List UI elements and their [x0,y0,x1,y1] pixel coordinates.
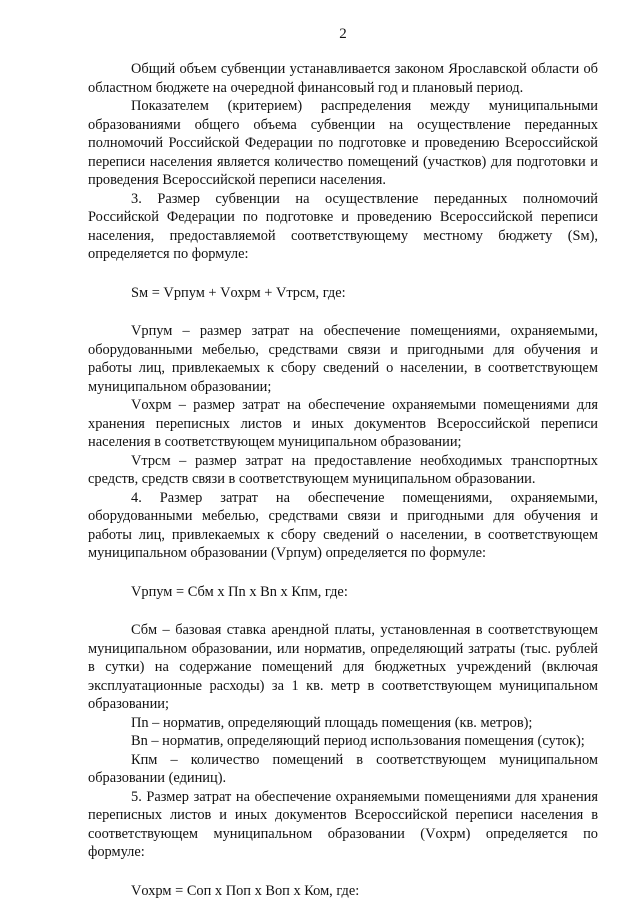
spacer [88,302,598,322]
page-number: 2 [339,26,347,42]
spacer [88,862,598,882]
definition-pn: Пn – норматив, определяющий площадь помещения (кв. метров); [131,714,533,731]
definition-sb: Сбм – базовая ставка арендной платы, установленная в соответствующем муниципальном образовании, или норматив, определяющий затраты (тыс. рублей в сутки) на содержание помещений для бюджетных учреждений (включая эксплуатационные расходы) за 1 кв. метр в соответствующем муниципальном образовании; [88,622,598,712]
spacer [88,601,598,621]
definition-vtrs: Vтрсм – размер затрат на предоставление необходимых транспортных средств, средств связи в соответствующем муниципальном образовании. [88,452,598,487]
paragraph-item-3: 3. Размер субвенции на осуществление переданных полномочий Российской Федерации по подготовке и проведению Всероссийской переписи населения, предоставляемой соответствующему местному бюджету (Sм), определяется по формуле: [88,190,598,262]
paragraph-item-5: 5. Размер затрат на обеспечение охраняемыми помещениями для хранения переписных листов и иных документов Всероссийской переписи населения в соответствующем муниципальном образовании (Vохрм) определяется по формуле: [88,788,598,860]
definition-kp: Кпм – количество помещений в соответствующем муниципальном образовании (единиц). [88,751,598,786]
formula-vohr: Vохрм = Соп х Поп х Воп х Ком, где: [131,882,360,899]
spacer [88,563,598,583]
spacer [88,264,598,284]
definition-vohr: Vохрм – размер затрат на обеспечение охраняемыми помещениями для хранения переписных листов и иных документов Всероссийской переписи населения в соответствующем муниципальном образовании; [88,397,598,450]
document-page [88,24,598,900]
paragraph-distribution-criterion: Показателем (критерием) распределения между муниципальными образованиями общего объема субвенции на осуществление переданных полномочий Российской Федерации по подготовке и проведению Всероссийской переписи населения является количество помещений (участков) для подготовки и проведения Всероссийской переписи населения. [88,98,598,188]
definition-vn: Вn – норматив, определяющий период использования помещения (суток); [131,733,585,749]
paragraph-subvention-total: Общий объем субвенции устанавливается законом Ярославской области об областном бюджете на очередной финансовый год и плановый период. [88,61,598,96]
formula-sm: Sм = Vрпум + Vохрм + Vтрсм, где: [131,284,346,301]
definition-vrpu: Vрпум – размер затрат на обеспечение помещениями, охраняемыми, оборудованными мебелью, средствами связи и пригодными для обучения и работы лиц, привлекаемых к сбору сведений о населении, в соответствующем муниципальном образовании; [88,323,598,395]
paragraph-item-4: 4. Размер затрат на обеспечение помещениями, охраняемыми, оборудованными мебелью, средствами связи и пригодными для обучения и работы лиц, привлекаемых к сбору сведений о населении, в соответствующем муниципальном образовании (Vрпум) определяется по формуле: [88,489,598,561]
formula-vrpu: Vрпум = Сбм х Пn х Вn х Кпм, где: [131,583,348,600]
